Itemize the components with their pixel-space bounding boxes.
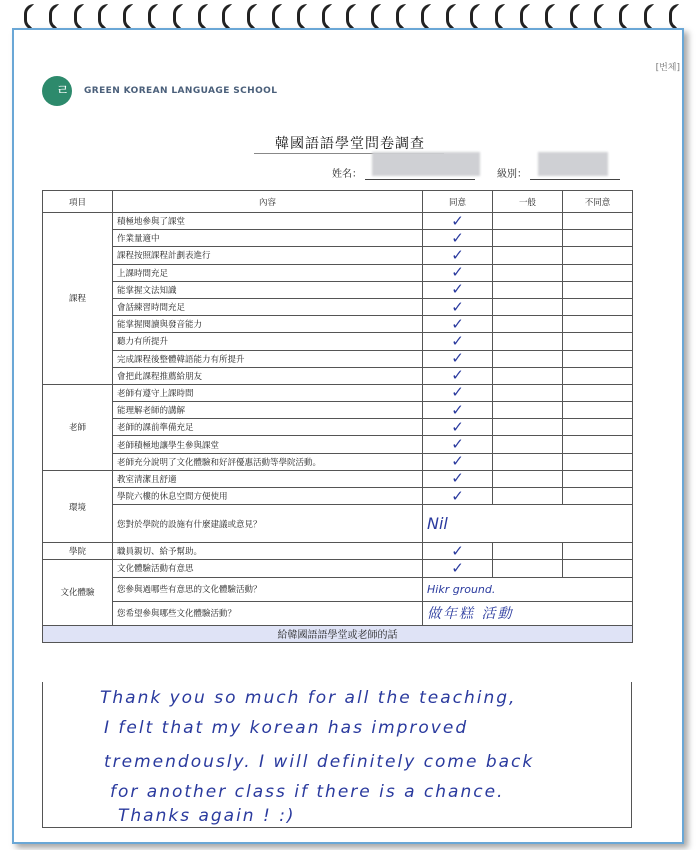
neutral-cell[interactable] <box>493 247 563 264</box>
spiral-ring <box>446 4 456 30</box>
table-row <box>43 402 633 419</box>
table-row <box>43 436 633 453</box>
culture-activity-answer[interactable]: Hikr ground. <box>423 577 633 601</box>
spiral-ring <box>74 4 84 30</box>
col-header-item: 項目 <box>43 191 113 213</box>
comment-header-row <box>43 625 633 642</box>
spiral-ring <box>49 4 59 30</box>
table-row <box>43 213 633 230</box>
comment-line-4: for another class if there is a chance. <box>110 782 505 802</box>
spiral-ring <box>470 4 480 30</box>
spiral-ring <box>545 4 555 30</box>
disagree-cell[interactable] <box>563 247 633 264</box>
row-item: 上課時間充足 <box>113 264 423 281</box>
row-item: 能理解老師的講解 <box>113 402 423 419</box>
spiral-ring <box>421 4 431 30</box>
page-number-label: [번체] <box>655 63 680 73</box>
spiral-ring <box>297 4 307 30</box>
row-item: 作業量適中 <box>113 230 423 247</box>
neutral-cell[interactable] <box>493 402 563 419</box>
disagree-cell[interactable] <box>563 470 633 487</box>
agree-check[interactable]: ✓ <box>423 488 493 505</box>
row-item: 學院六樓的休息空間方便使用 <box>113 488 423 505</box>
logo-icon <box>42 76 72 106</box>
level-redaction <box>538 152 608 176</box>
disagree-cell[interactable] <box>563 316 633 333</box>
table-row <box>43 488 633 505</box>
disagree-cell[interactable] <box>563 298 633 315</box>
neutral-cell[interactable] <box>493 298 563 315</box>
agree-check[interactable]: ✓ <box>423 470 493 487</box>
row-item: 課程按照課程計劃表進行 <box>113 247 423 264</box>
survey-table <box>42 190 633 643</box>
agree-check[interactable]: ✓ <box>423 384 493 401</box>
table-row <box>43 298 633 315</box>
agree-check[interactable]: ✓ <box>423 560 493 577</box>
row-item: 積極地參與了課堂 <box>113 213 423 230</box>
neutral-cell[interactable] <box>493 367 563 384</box>
agree-check[interactable]: ✓ <box>423 316 493 333</box>
neutral-cell[interactable] <box>493 436 563 453</box>
neutral-cell[interactable] <box>493 333 563 350</box>
row-item: 文化體驗活動有意思 <box>113 560 423 577</box>
agree-check[interactable]: ✓ <box>423 543 493 560</box>
row-item: 會話練習時間充足 <box>113 298 423 315</box>
facility-suggestion-answer[interactable]: Nil <box>423 505 633 543</box>
spiral-ring <box>570 4 580 30</box>
spiral-ring <box>322 4 332 30</box>
spiral-ring <box>198 4 208 30</box>
neutral-cell[interactable] <box>493 560 563 577</box>
table-row <box>43 453 633 470</box>
row-item: 您希望參與哪些文化體驗活動？ <box>113 601 423 625</box>
disagree-cell[interactable] <box>563 402 633 419</box>
col-header-content: 內容 <box>113 191 423 213</box>
disagree-cell[interactable] <box>563 230 633 247</box>
disagree-cell[interactable] <box>563 367 633 384</box>
agree-check[interactable]: ✓ <box>423 350 493 367</box>
wished-activity-answer[interactable]: 做年糕 活動 <box>423 601 633 625</box>
spiral-ring <box>396 4 406 30</box>
spiral-ring <box>495 4 505 30</box>
disagree-cell[interactable] <box>563 213 633 230</box>
disagree-cell[interactable] <box>563 264 633 281</box>
row-item: 老師充分說明了文化體驗和好評優惠活動等學院活動。 <box>113 453 423 470</box>
table-row <box>43 505 633 543</box>
spiral-ring <box>644 4 654 30</box>
agree-check[interactable]: ✓ <box>423 453 493 470</box>
comment-line-5: Thanks again ! :) <box>118 806 296 826</box>
table-row <box>43 333 633 350</box>
neutral-cell[interactable] <box>493 350 563 367</box>
spiral-ring <box>619 4 629 30</box>
row-item: 職員親切、給予幫助。 <box>113 543 423 560</box>
disagree-cell[interactable] <box>563 384 633 401</box>
agree-check[interactable]: ✓ <box>423 367 493 384</box>
row-item: 聽力有所提升 <box>113 333 423 350</box>
agree-check[interactable]: ✓ <box>423 213 493 230</box>
comment-header: 給韓國語語學堂或老師的話 <box>43 625 633 642</box>
neutral-cell[interactable] <box>493 543 563 560</box>
neutral-cell[interactable] <box>493 470 563 487</box>
spiral-ring <box>222 4 232 30</box>
spiral-ring <box>272 4 282 30</box>
spiral-ring <box>520 4 530 30</box>
agree-check[interactable]: ✓ <box>423 436 493 453</box>
agree-check[interactable]: ✓ <box>423 230 493 247</box>
neutral-cell[interactable] <box>493 384 563 401</box>
table-row <box>43 419 633 436</box>
table-row <box>43 470 633 487</box>
spiral-ring <box>24 4 34 30</box>
disagree-cell[interactable] <box>563 350 633 367</box>
row-item: 教室清潔且舒適 <box>113 470 423 487</box>
spiral-ring <box>98 4 108 30</box>
level-line <box>530 179 620 180</box>
neutral-cell[interactable] <box>493 419 563 436</box>
neutral-cell[interactable] <box>493 281 563 298</box>
disagree-cell[interactable] <box>563 419 633 436</box>
agree-check[interactable]: ✓ <box>423 419 493 436</box>
name-label: 姓名： <box>332 169 362 180</box>
spiral-ring <box>371 4 381 30</box>
agree-check[interactable]: ✓ <box>423 264 493 281</box>
disagree-cell[interactable] <box>563 488 633 505</box>
neutral-cell[interactable] <box>493 213 563 230</box>
row-item: 完成課程後整體韓語能力有所提升 <box>113 350 423 367</box>
comment-line-3: tremendously. I will definitely come back <box>104 752 535 772</box>
agree-check[interactable]: ✓ <box>423 298 493 315</box>
row-item: 老師積極地讓學生參與課堂 <box>113 436 423 453</box>
school-logo <box>42 76 277 106</box>
disagree-cell[interactable] <box>563 453 633 470</box>
col-header-agree: 同意 <box>423 191 493 213</box>
spiral-ring <box>669 4 679 30</box>
table-row <box>43 543 633 560</box>
comment-line-1: Thank you so much for all the teaching, <box>100 688 517 708</box>
agree-check[interactable]: ✓ <box>423 402 493 419</box>
school-name: GREEN KOREAN LANGUAGE SCHOOL <box>84 86 278 96</box>
spiral-ring <box>123 4 133 30</box>
agree-check[interactable]: ✓ <box>423 333 493 350</box>
table-row <box>43 560 633 577</box>
neutral-cell[interactable] <box>493 453 563 470</box>
spiral-ring <box>247 4 257 30</box>
row-item: 老師有遵守上課時間 <box>113 384 423 401</box>
col-header-neutral: 一般 <box>493 191 563 213</box>
neutral-cell[interactable] <box>493 264 563 281</box>
row-item: 能掌握文法知識 <box>113 281 423 298</box>
disagree-cell[interactable] <box>563 436 633 453</box>
agree-check[interactable]: ✓ <box>423 281 493 298</box>
table-row <box>43 384 633 401</box>
category-environment: 環境 <box>43 470 113 542</box>
table-row <box>43 350 633 367</box>
disagree-cell[interactable] <box>563 333 633 350</box>
page-title: 韓國語語學堂問卷調查 <box>275 136 425 152</box>
table-row <box>43 577 633 601</box>
col-header-disagree: 不同意 <box>563 191 633 213</box>
row-item: 您對於學院的設施有什麼建議或意見？ <box>113 505 423 543</box>
disagree-cell[interactable] <box>563 560 633 577</box>
table-header-row <box>43 191 633 213</box>
spiral-ring <box>346 4 356 30</box>
spiral-ring <box>594 4 604 30</box>
agree-check[interactable]: ✓ <box>423 247 493 264</box>
table-row <box>43 264 633 281</box>
spiral-ring <box>148 4 158 30</box>
table-row <box>43 281 633 298</box>
category-teacher: 老師 <box>43 384 113 470</box>
row-item: 您參與過哪些有意思的文化體驗活動？ <box>113 577 423 601</box>
name-redaction <box>372 152 480 176</box>
row-item: 老師的課前準備充足 <box>113 419 423 436</box>
neutral-cell[interactable] <box>493 488 563 505</box>
table-row <box>43 367 633 384</box>
row-item: 能掌握閱讀與發音能力 <box>113 316 423 333</box>
name-line <box>365 179 475 180</box>
comment-line-2: I felt that my korean has improved <box>104 718 469 738</box>
category-culture: 文化體驗 <box>43 560 113 625</box>
spiral-ring <box>173 4 183 30</box>
disagree-cell[interactable] <box>563 543 633 560</box>
category-course: 課程 <box>43 213 113 385</box>
neutral-cell[interactable] <box>493 230 563 247</box>
table-row <box>43 230 633 247</box>
category-school: 學院 <box>43 543 113 560</box>
table-row <box>43 601 633 625</box>
table-row <box>43 247 633 264</box>
neutral-cell[interactable] <box>493 316 563 333</box>
disagree-cell[interactable] <box>563 281 633 298</box>
level-label: 級別： <box>497 169 527 180</box>
table-row <box>43 316 633 333</box>
row-item: 會把此課程推薦給朋友 <box>113 367 423 384</box>
